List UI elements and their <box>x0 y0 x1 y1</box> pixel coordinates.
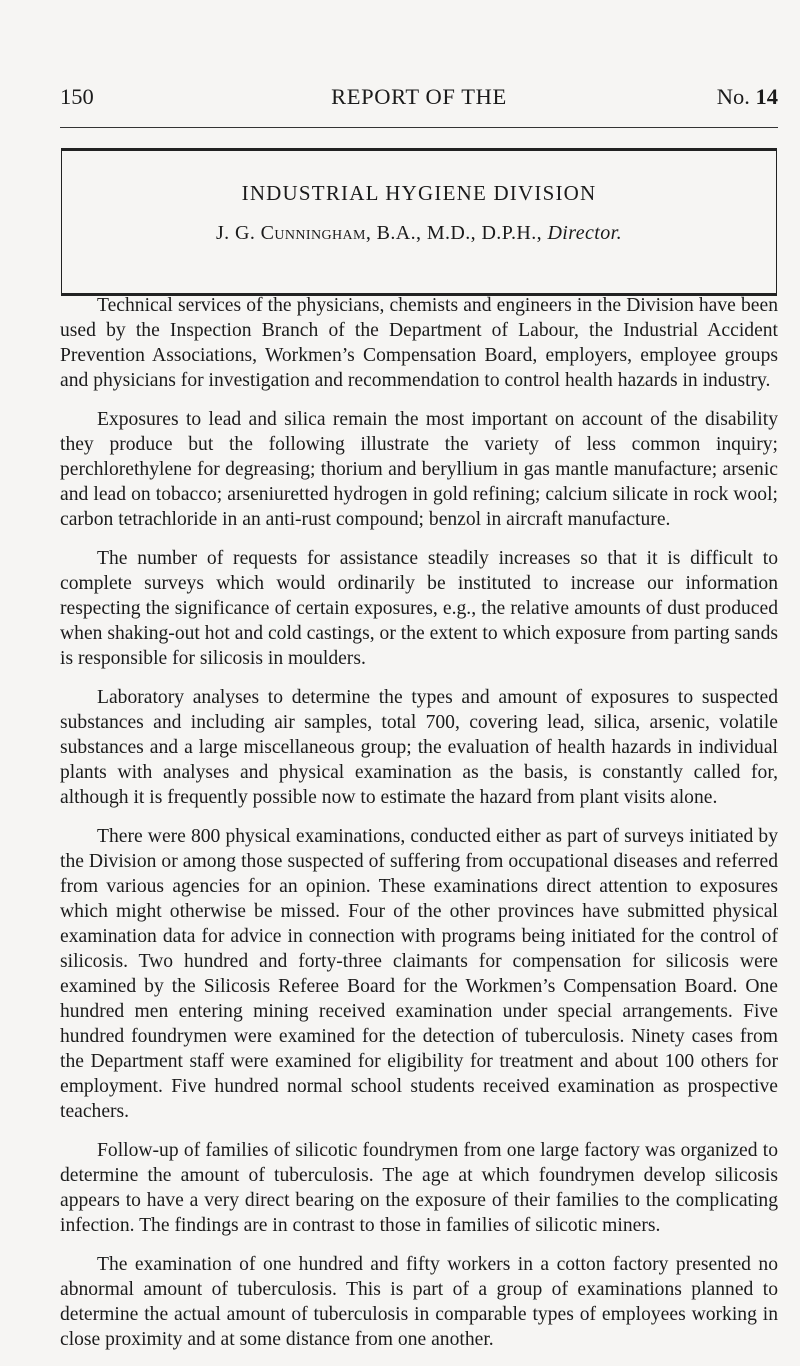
report-number-prefix: No. <box>716 84 750 109</box>
director-role: Director. <box>547 222 622 244</box>
page-header <box>60 84 778 116</box>
paragraph-follow-up: Follow-up of families of silicotic foundrymen from one large factory was organized to determine the amount of tuberculosis. The age at which foundrymen develop silicosis appears to have a very direct bearing on the exposure of their families to the complicating infection. The findings are in contrast to those in families of silicotic miners. <box>60 1140 778 1236</box>
division-title-box <box>61 148 777 296</box>
paragraph-technical-services: Technical services of the physicians, chemists and engineers in the Division have been used by the Inspection Branch of the Department of Labour, the Industrial Accident Prevention Associations, Workmen’s Compensation Board, employers, employee groups and physicians for investigation and recommendation to control health hazards in industry. <box>60 295 778 391</box>
running-title: REPORT OF THE <box>331 84 507 109</box>
paragraph-physical-examinations: There were 800 physical examinations, conducted either as part of surveys initiated by the Division or among those suspected of suffering from occupational diseases and referred from various agencies for an opinion. These examinations direct attention to exposures which might otherwise be missed. Four of the other provinces have submitted physical examination data for advice in connection with programs being initiated for the control of silicosis. Two hundred and forty-three claimants for compensation for silicosis were examined by the Silicosis Referee Board for the Workmen’s Compensation Board. One hundred men entering mining received examination under special arrangements. Five hundred foundrymen were examined for the detection of tuberculosis. Ninety cases from the Department staff were examined for eligibility for treatment and about 100 others for employment. Five hundred normal school students received examination as prospective teachers. <box>60 826 778 1122</box>
division-title: INDUSTRIAL HYGIENE DIVISION <box>241 181 597 205</box>
paragraph-laboratory-analyses: Laboratory analyses to determine the types and amount of exposures to suspected substances and including air samples, total 700, covering lead, silica, arsenic, volatile substances and a large miscellaneous group; the evaluation of health hazards in individual plants with analyses and physical examination as the basis, is constantly called for, although it is frequently possible now to estimate the hazard from plant visits alone. <box>60 687 778 808</box>
report-body <box>60 293 778 1366</box>
paragraph-requests: The number of requests for assistance steadily increases so that it is difficult to complete surveys which would ordinarily be instituted to increase our information respecting the significance of certain exposures, e.g., the relative amounts of dust produced when shaking-out hot and cold castings, or the extent to which exposure from parting sands is responsible for silicosis in moulders. <box>60 548 778 669</box>
paragraph-exposures: Exposures to lead and silica remain the most important on account of the disability they produce but the following illustrate the variety of less common inquiry; perchlorethylene for degreasing; thorium and beryllium in gas mantle manufacture; arsenic and lead on tobacco; arseniuretted hydrogen in gold refining; calcium silicate in rock wool; carbon tetrachloride in an anti-rust compound; benzol in aircraft manufacture. <box>60 409 778 530</box>
director-line <box>62 222 776 245</box>
report-number-value: 14 <box>755 84 778 109</box>
paragraph-cotton-factory: The examination of one hundred and fifty workers in a cotton factory presented no abnormal amount of tuberculosis. This is part of a group of examinations planned to determine the actual amount of tuberculosis in comparable types of employees working in close proximity and at some distance from one another. <box>60 1254 778 1350</box>
header-rule <box>60 127 778 128</box>
page-number: 150 <box>60 84 94 109</box>
report-number <box>717 84 778 110</box>
director-name: J. G. Cunningham, B.A., M.D., D.P.H., <box>216 222 543 244</box>
